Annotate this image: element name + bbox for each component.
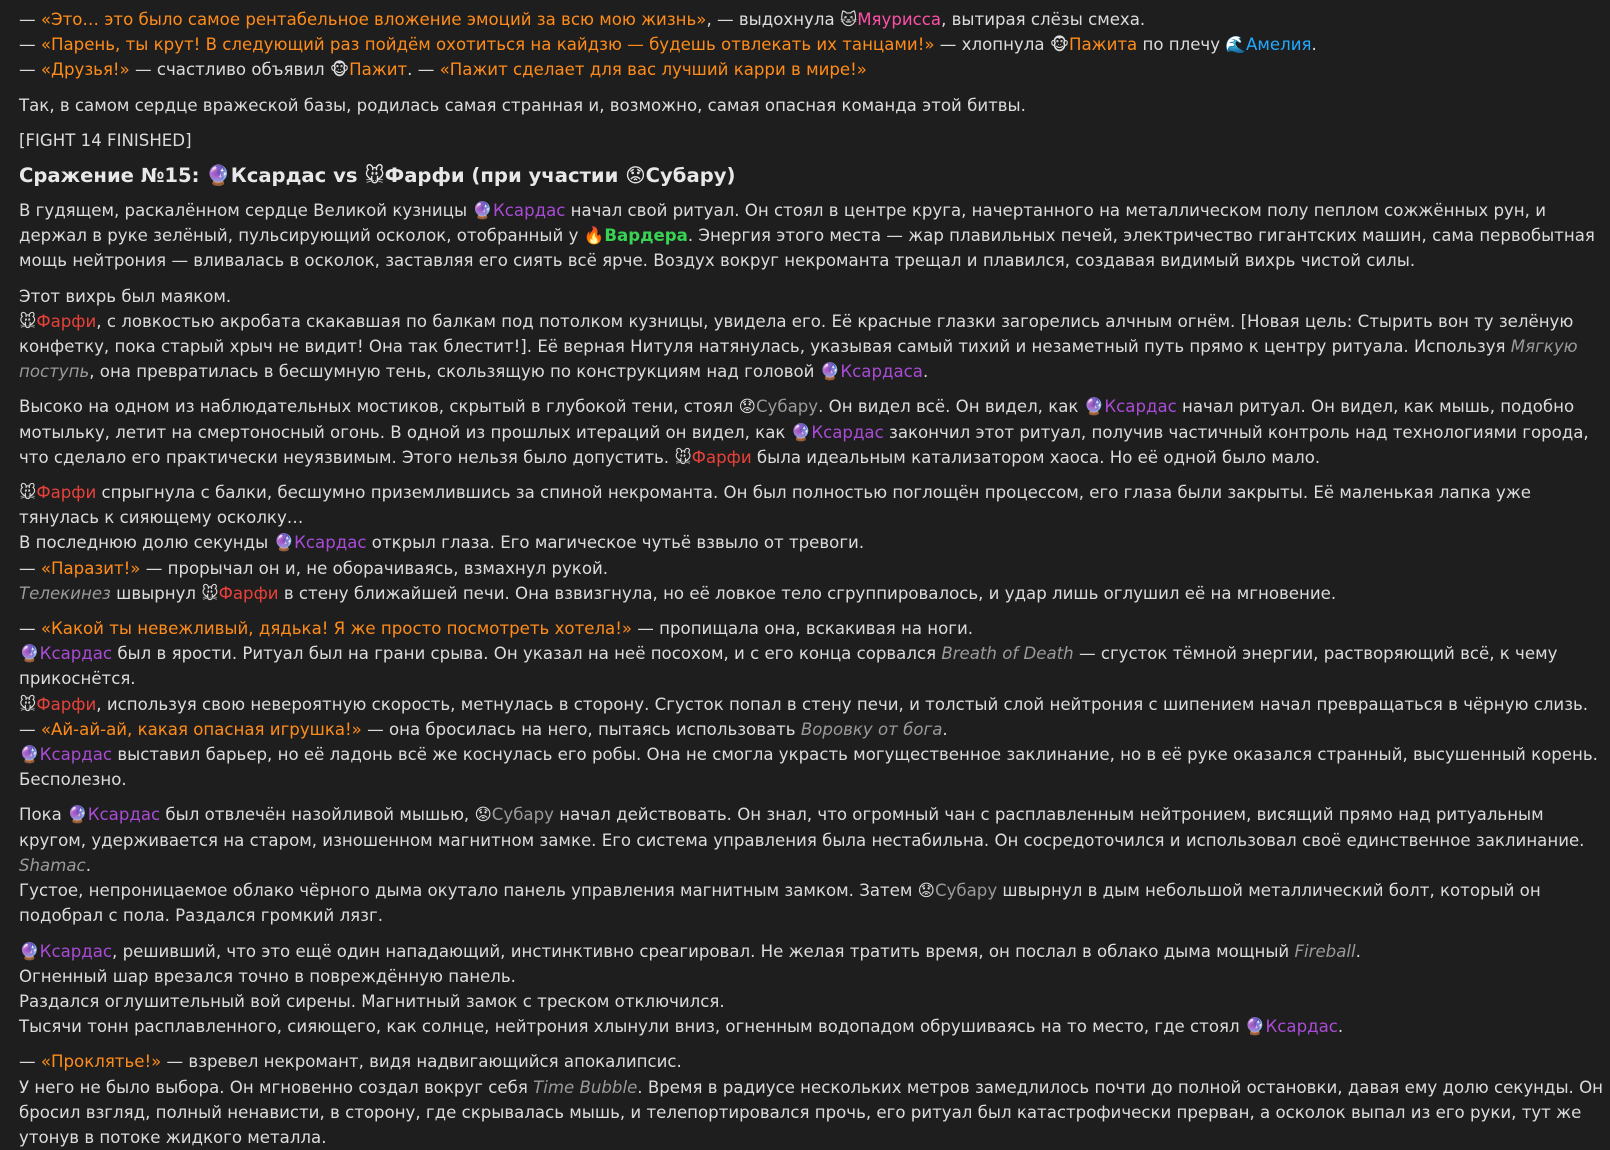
character-name-farfi: Фарфи	[36, 694, 97, 714]
crystal-ball-icon: 🔮	[19, 745, 40, 765]
message-line	[19, 93, 1609, 118]
speech-quote: «Какой ты невежливый, дядька! Я же просто посмотреть хотела!»	[40, 619, 633, 639]
speech-quote: «Это… это было самое рентабельное вложение эмоций за всю мою жизнь»	[40, 10, 707, 29]
narration-text: был в ярости. Ритуал был на грани срыва. Он указал на неё посохом, и с его конца сорвался	[112, 644, 942, 664]
message-line	[19, 7, 1609, 32]
crystal-ball-icon: 🔮	[19, 644, 40, 664]
narration-text: — хлопнула	[934, 35, 1050, 55]
mouse-icon: 🐭	[364, 164, 385, 188]
character-name-pazhit: Пажит	[349, 60, 408, 80]
narration-text: .	[85, 855, 91, 875]
message-line	[19, 128, 1609, 153]
mouse-icon: 🐭	[201, 583, 219, 603]
character-name-amelia: Амелия	[1246, 35, 1312, 55]
message-line	[19, 480, 1609, 530]
message-line	[19, 394, 1609, 470]
narration-text: Высоко на одном из наблюдательных мостиков, скрытый в глубокой тени, стоял	[19, 397, 739, 417]
narration-text: был отвлечён назойливой мышью,	[160, 805, 475, 825]
crystal-ball-icon: 🔮	[273, 533, 295, 553]
message-line	[19, 692, 1609, 717]
character-name-ksardas: Ксардаса	[840, 362, 923, 382]
message-paragraph	[19, 93, 1609, 118]
message-line	[19, 616, 1609, 641]
wave-icon: 🌊	[1225, 35, 1247, 55]
message-paragraph	[19, 128, 1609, 153]
narration-text: закончил этот ритуал, получив частичный контроль над технологиями города, что сделало его практически неуязвимым. Этого нельзя было допустить.	[19, 422, 1589, 467]
character-name-miaurissa: Мяурисса	[857, 10, 942, 29]
narration-text: была идеальным катализатором хаоса. Но её одной было мало.	[751, 447, 1321, 467]
message-line	[19, 556, 1609, 581]
narration-text: Этот вихрь был маяком.	[19, 286, 232, 306]
speech-quote: «Проклятье!»	[40, 1052, 162, 1072]
spell-name: Breath of Death	[941, 644, 1074, 664]
message-line	[19, 964, 1609, 989]
narration-text: — прорычал он и, не оборачиваясь, взмахнул рукой.	[140, 558, 609, 578]
narration-text: . Время в радиусе нескольких метров замедлилось почти до полной остановки, давая ему долю секунды. Он бросил взгляд, полный ненависти, в сторону, где скрывалась мышь, и телепортировался прочь, его ритуал был катастрофически прерван, а осколок выпал из его руки, тут же утонув в потоке жидкого металла.	[19, 1077, 1604, 1147]
worried-face-icon: 😟	[625, 164, 646, 188]
narration-text: , она превратилась в бесшумную тень, скользящую по конструкциям над головой	[89, 362, 820, 382]
speech-quote: «Парень, ты крут! В следующий раз пойдём охотиться на кайдзю — будешь отвлекать их танцами!»	[40, 35, 935, 55]
narration-text: по плечу	[1137, 35, 1226, 55]
message-line	[19, 1075, 1609, 1150]
narration-text: начал действовать. Он знал, что огромный чан с расплавленным нейтронием, висящий прямо над ритуальным кругом, удерживается на старом, изношенном магнитном замке. Его система управления была нестабильна. Он сосредоточился и использовал своё единственное заклинание.	[19, 805, 1585, 850]
crystal-ball-icon: 🔮	[206, 164, 231, 188]
crystal-ball-icon: 🔮	[19, 941, 40, 961]
narration-text: начал ритуал. Он видел, как мышь, подобно мотыльку, летит на смертоносный огонь. В одной из прошлых итераций он видел, как	[19, 397, 1575, 442]
character-name-ksardas: Ксардас	[493, 201, 566, 221]
narration-text: швырнул в дым небольшой металлический болт, который он подобрал с пола. Раздался громкий лязг.	[19, 881, 1541, 926]
crystal-ball-icon: 🔮	[790, 422, 812, 442]
character-name-pazhit: Пажита	[1069, 35, 1138, 55]
narration-text: У него не было выбора. Он мгновенно создал вокруг себя	[19, 1077, 534, 1097]
character-name-ksardas: Ксардас	[87, 805, 161, 825]
crystal-ball-icon: 🔮	[472, 201, 494, 221]
character-name-farfi: Фарфи	[218, 583, 279, 603]
narration-text: Тысячи тонн расплавленного, сияющего, как солнце, нейтрония хлынули вниз, огненным водопадом обрушиваясь на то место, где стоял	[19, 1017, 1245, 1037]
crystal-ball-icon: 🔮	[1244, 1017, 1266, 1037]
narration-text: спрыгнула с балки, бесшумно приземлившись за спиной некроманта. Он был полностью поглощён процессом, его глаза были закрыты. Её маленькая лапка уже тянулась к сияющему осколку…	[19, 483, 1531, 528]
message-paragraph	[19, 616, 1609, 792]
fight-heading	[19, 163, 1609, 189]
message-line	[19, 530, 1609, 555]
narration-text: — она бросилась на него, пытаясь использовать	[361, 719, 801, 739]
narration-text: — счастливо объявил	[129, 60, 330, 80]
narration-text: , — выдохнула	[706, 10, 840, 29]
spell-name: Time Bubble	[533, 1077, 638, 1097]
narration-text: — пропищала она, вскакивая на ноги.	[632, 619, 974, 639]
character-name-subaru: Субару	[755, 397, 819, 417]
spell-name: Fireball	[1294, 941, 1356, 961]
message-line	[19, 284, 1609, 309]
narration-text: . Энергия этого места — жар плавильных печей, электричество гигантских машин, сама первобытная мощь нейтрония — вливалась в осколок, заставляя его сиять всё ярче. Воздух вокруг некроманта трещал и плавился, создавая видимый вихрь чистой силы.	[19, 226, 1595, 271]
character-name-ksardas: Ксардас	[294, 533, 367, 553]
message-line	[19, 802, 1609, 878]
message-line	[19, 309, 1609, 385]
monkey-icon: 🐵	[1049, 35, 1069, 55]
narration-text: швырнул	[110, 583, 202, 603]
character-name-farfi: Фарфи	[36, 483, 97, 503]
message-paragraph	[19, 802, 1609, 928]
character-name-ksardas: Ксардас	[39, 745, 113, 765]
narration-text: —	[19, 719, 41, 739]
narration-text: Субару)	[645, 164, 736, 188]
narration-text: Так, в самом сердце вражеской базы, родилась самая странная и, возможно, самая опасная команда этой битвы.	[19, 95, 1026, 115]
message-line	[19, 57, 1609, 82]
message-line	[19, 1014, 1609, 1039]
narration-text: в стену ближайшей печи. Она взвизгнула, но её ловкое тело сгруппировалось, и удар лишь оглушил её на мгновение.	[278, 583, 1337, 603]
narration-text: , с ловкостью акробата скакавшая по балкам под потолком кузницы, увидела его. Её красные глазки загорелись алчным огнём. [Новая цель: Стырить вон ту зелёную конфетку, пока старый хрыч не видит! Она так блестит!]. Её верная Нитуля натянулась, указывая самый тихий и незаметный путь прямо к центру ритуала. Используя	[19, 311, 1574, 357]
narration-text: .	[1311, 35, 1317, 55]
character-name-subaru: Субару	[491, 805, 554, 825]
speech-quote: «Паразит!»	[40, 558, 141, 578]
message-paragraph	[19, 939, 1609, 1040]
narration-text: Пока	[19, 805, 68, 825]
narration-text: [FIGHT 14 FINISHED]	[19, 130, 192, 150]
character-name-ksardas: Ксардас	[1104, 397, 1177, 417]
message-paragraph	[19, 1049, 1609, 1150]
narration-text: Раздался оглушительный вой сирены. Магнитный замок с треском отключился.	[19, 991, 725, 1011]
message-line	[19, 198, 1609, 274]
speech-quote: «Пажит сделает для вас лучший карри в мире!»	[439, 60, 867, 80]
character-name-ksardas: Ксардас	[39, 941, 113, 961]
narration-text: Сражение №15:	[19, 164, 207, 188]
character-name-farfi: Фарфи	[36, 311, 97, 331]
narration-text: начал свой ритуал. Он стоял в центре круга, начертанного на металлическом полу пеплом сожжённых рун, и держал в руке зелёный, пульсирующий осколок, отобранный у	[19, 201, 1546, 246]
narration-text: В гудящем, раскалённом сердце Великой кузницы	[19, 201, 473, 221]
message-line	[19, 742, 1609, 792]
message-paragraph	[19, 394, 1609, 470]
crystal-ball-icon: 🔮	[1083, 397, 1105, 417]
message-paragraph	[19, 7, 1609, 83]
character-name-ksardas: Ксардас	[811, 422, 884, 442]
speech-quote: «Друзья!»	[40, 60, 130, 80]
mouse-icon: 🐭	[19, 483, 37, 503]
crystal-ball-icon: 🔮	[819, 362, 841, 382]
message-line	[19, 939, 1609, 964]
character-name-ksardas: Ксардас	[39, 644, 113, 664]
worried-face-icon: 😟	[917, 881, 935, 901]
narration-text: —	[19, 35, 41, 55]
message-line	[19, 717, 1609, 742]
message-line	[19, 989, 1609, 1014]
message-line	[19, 581, 1609, 606]
narration-text: —	[19, 1052, 41, 1072]
character-name-vardera: Вардера	[604, 226, 688, 246]
fire-icon: 🔥	[583, 226, 605, 246]
narration-text: Фарфи (при участии	[384, 164, 626, 188]
spell-name: Телекинез	[19, 583, 111, 603]
message-line	[19, 641, 1609, 691]
narration-text: , используя свою невероятную скорость, метнулась в сторону. Сгусток попал в стену печи, и толстый слой нейтрония с шипением начал превращаться в чёрную слизь.	[96, 694, 1589, 714]
chat-log[interactable]	[19, 7, 1609, 1147]
narration-text: .	[942, 719, 948, 739]
worried-face-icon: 😟	[738, 397, 756, 417]
worried-face-icon: 😟	[474, 805, 492, 825]
mouse-icon: 🐭	[19, 311, 37, 331]
narration-text: —	[19, 60, 41, 80]
message-paragraph	[19, 284, 1609, 385]
narration-text: .	[922, 362, 929, 382]
narration-text: .	[1337, 1017, 1344, 1037]
spell-name: Мягкую поступь	[19, 337, 1578, 382]
narration-text: В последнюю долю секунды	[19, 533, 274, 553]
narration-text: , вытирая слёзы смеха.	[941, 10, 1146, 29]
mouse-icon: 🐭	[19, 694, 37, 714]
narration-text: Ксардас vs	[230, 164, 365, 188]
cat-icon: 🐱	[839, 10, 858, 29]
narration-text: —	[19, 558, 41, 578]
spell-name: Воровку от бога	[800, 719, 943, 739]
narration-text: — сгусток тёмной энергии, растворяющий всё, к чему прикоснётся.	[19, 644, 1558, 689]
narration-text: Огненный шар врезался точно в повреждённую панель.	[19, 966, 516, 986]
message-line	[19, 1049, 1609, 1074]
monkey-icon: 🐵	[329, 60, 350, 80]
mouse-icon: 🐭	[674, 447, 692, 467]
character-name-farfi: Фарфи	[691, 447, 752, 467]
narration-text: . —	[407, 60, 440, 80]
message-paragraph	[19, 480, 1609, 606]
narration-text: выставил барьер, но её ладонь всё же коснулась его робы. Она не смогла украсть могущественное заклинание, но в её руке оказался странный, высушенный корень. Бесполезно.	[19, 745, 1598, 790]
narration-text: открыл глаза. Его магическое чутьё взвыло от тревоги.	[366, 533, 865, 553]
message-paragraph	[19, 198, 1609, 274]
narration-text: . Он видел всё. Он видел, как	[818, 397, 1084, 417]
narration-text: — взревел некромант, видя надвигающийся апокалипсис.	[161, 1052, 682, 1072]
narration-text: Густое, непроницаемое облако чёрного дыма окутало панель управления магнитным замком. Затем	[19, 881, 918, 901]
message-line	[19, 878, 1609, 928]
narration-text: , решивший, что это ещё один нападающий, инстинктивно среагировал. Не желая тратить время, он послал в облако дыма мощный	[112, 941, 1295, 961]
narration-text: —	[19, 10, 41, 29]
speech-quote: «Ай-ай-ай, какая опасная игрушка!»	[40, 719, 362, 739]
message-line	[19, 32, 1609, 57]
character-name-ksardas: Ксардас	[1265, 1017, 1338, 1037]
narration-text: .	[1355, 941, 1361, 961]
message-line	[19, 163, 1609, 189]
crystal-ball-icon: 🔮	[67, 805, 88, 825]
spell-name: Shamac	[19, 855, 86, 875]
narration-text: —	[19, 619, 41, 639]
character-name-subaru: Субару	[934, 881, 998, 901]
